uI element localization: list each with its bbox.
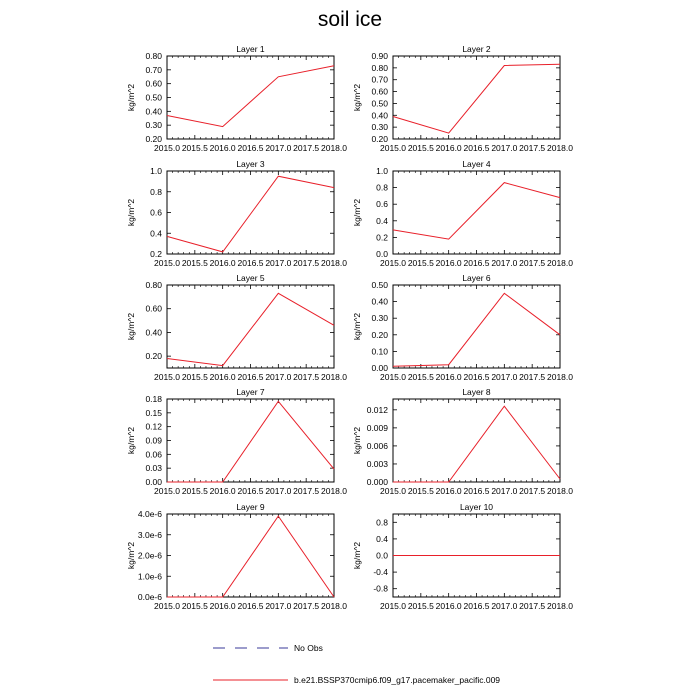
x-tick-label: 2017.5 <box>293 372 320 382</box>
x-tick-label: 2018.0 <box>321 143 347 153</box>
y-tick-label: 4.0e-6 <box>137 509 162 519</box>
plot-frame <box>167 285 334 368</box>
x-tick-label: 2016.5 <box>463 372 490 382</box>
x-tick-label: 2016.5 <box>237 601 264 611</box>
y-axis-label: kg/m^2 <box>352 426 362 455</box>
x-tick-label: 2015.0 <box>380 372 406 382</box>
x-tick-label: 2018.0 <box>547 143 573 153</box>
y-axis-label: kg/m^2 <box>126 426 136 455</box>
panel-layer-9 <box>126 502 347 611</box>
y-tick-label: 0.4 <box>376 215 388 226</box>
plot-frame <box>393 399 560 482</box>
y-tick-label: 0.50 <box>371 280 388 290</box>
x-tick-label: 2015.5 <box>181 143 208 153</box>
y-tick-label: 1.0 <box>376 166 388 176</box>
panel-layer-1 <box>126 44 347 153</box>
series-line <box>393 293 560 366</box>
panel-title: Layer 8 <box>462 387 491 397</box>
panel-title: Layer 1 <box>236 44 265 54</box>
y-axis-label: kg/m^2 <box>352 83 362 112</box>
x-tick-label: 2018.0 <box>547 372 573 382</box>
y-tick-label: 0.60 <box>145 303 162 314</box>
y-axis-label: kg/m^2 <box>126 83 136 112</box>
x-tick-label: 2017.0 <box>265 258 292 268</box>
y-tick-label: 0.20 <box>371 329 388 340</box>
x-tick-label: 2018.0 <box>321 486 347 496</box>
y-tick-label: 0.012 <box>366 404 388 415</box>
y-tick-label: 0.30 <box>145 120 162 131</box>
y-tick-label: -0.8 <box>373 583 388 594</box>
x-tick-label: 2017.5 <box>519 258 546 268</box>
x-tick-label: 2016.5 <box>463 601 490 611</box>
series-line <box>393 183 560 240</box>
x-tick-label: 2017.0 <box>491 601 518 611</box>
y-tick-label: 0.12 <box>145 421 162 432</box>
x-tick-label: 2017.5 <box>293 601 320 611</box>
x-tick-label: 2016.5 <box>237 143 264 153</box>
x-tick-label: 2016.0 <box>435 486 462 496</box>
y-tick-label: 0.70 <box>371 74 388 85</box>
x-tick-label: 2015.0 <box>154 258 180 268</box>
x-tick-label: 2016.5 <box>463 486 490 496</box>
x-tick-label: 2018.0 <box>547 258 573 268</box>
y-tick-label: 0.003 <box>366 458 388 469</box>
y-tick-label: 0.8 <box>376 517 388 528</box>
x-tick-label: 2018.0 <box>321 372 347 382</box>
series-line <box>167 293 334 365</box>
panel-title: Layer 6 <box>462 273 491 283</box>
y-tick-label: 0.18 <box>145 394 162 404</box>
x-tick-label: 2016.0 <box>435 372 462 382</box>
y-tick-label: 0.00 <box>371 363 388 373</box>
y-tick-label: -0.4 <box>373 567 388 578</box>
x-tick-label: 2017.5 <box>519 486 546 496</box>
x-tick-label: 2015.0 <box>154 143 180 153</box>
x-tick-label: 2018.0 <box>321 258 347 268</box>
y-tick-label: 0.30 <box>371 122 388 133</box>
x-tick-label: 2018.0 <box>547 486 573 496</box>
x-tick-label: 2017.0 <box>265 143 292 153</box>
y-tick-label: 0.2 <box>376 232 388 243</box>
plot-frame <box>167 399 334 482</box>
x-tick-label: 2015.5 <box>407 601 434 611</box>
series-line <box>393 406 560 482</box>
y-tick-label: 0.000 <box>366 477 388 487</box>
x-tick-label: 2016.5 <box>237 258 264 268</box>
y-axis-label: kg/m^2 <box>352 541 362 570</box>
x-tick-label: 2016.5 <box>463 143 490 153</box>
series-line <box>167 516 334 597</box>
plot-frame <box>393 171 560 254</box>
y-tick-label: 0.20 <box>371 134 388 144</box>
x-tick-label: 2017.0 <box>491 372 518 382</box>
y-tick-label: 0.0e-6 <box>137 592 162 602</box>
x-tick-label: 2015.0 <box>154 486 180 496</box>
x-tick-label: 2016.0 <box>435 258 462 268</box>
x-tick-label: 2017.0 <box>265 372 292 382</box>
series-line <box>167 401 334 482</box>
x-tick-label: 2015.5 <box>181 258 208 268</box>
figure-title: soil ice <box>317 8 383 31</box>
x-tick-label: 2015.5 <box>181 486 208 496</box>
y-tick-label: 0.50 <box>145 92 162 103</box>
x-tick-label: 2015.0 <box>380 258 406 268</box>
series-line <box>167 66 334 127</box>
y-tick-label: 0.40 <box>371 296 388 307</box>
panel-layer-4 <box>352 159 573 268</box>
y-tick-label: 0.00 <box>145 477 162 487</box>
y-tick-label: 0.90 <box>371 51 388 61</box>
panel-title: Layer 9 <box>236 502 265 512</box>
x-tick-label: 2016.0 <box>209 486 236 496</box>
x-tick-label: 2015.0 <box>380 601 406 611</box>
x-tick-label: 2015.0 <box>154 372 180 382</box>
y-tick-label: 0.0 <box>376 249 388 259</box>
y-tick-label: 1.0 <box>150 166 162 176</box>
panel-layer-7 <box>126 387 347 496</box>
y-tick-label: 0.20 <box>145 134 162 144</box>
x-tick-label: 2017.0 <box>265 601 292 611</box>
y-axis-label: kg/m^2 <box>352 198 362 227</box>
x-tick-label: 2017.5 <box>293 258 320 268</box>
y-tick-label: 0.80 <box>371 62 388 73</box>
x-tick-label: 2017.5 <box>293 486 320 496</box>
x-tick-label: 2016.0 <box>209 372 236 382</box>
x-tick-label: 2015.5 <box>407 143 434 153</box>
x-tick-label: 2015.5 <box>181 372 208 382</box>
panel-layer-10 <box>352 502 573 611</box>
y-tick-label: 0.009 <box>366 422 388 433</box>
panel-layer-3 <box>126 159 347 268</box>
y-axis-label: kg/m^2 <box>126 541 136 570</box>
y-axis-label: kg/m^2 <box>352 312 362 341</box>
y-tick-label: 0.60 <box>145 78 162 89</box>
x-tick-label: 2015.5 <box>407 486 434 496</box>
y-tick-label: 0.40 <box>371 110 388 121</box>
x-tick-label: 2017.5 <box>519 143 546 153</box>
x-tick-label: 2016.5 <box>237 486 264 496</box>
x-tick-label: 2017.5 <box>293 143 320 153</box>
x-tick-label: 2016.0 <box>209 143 236 153</box>
panel-layer-2 <box>352 44 573 153</box>
y-axis-label: kg/m^2 <box>126 312 136 341</box>
x-tick-label: 2015.0 <box>380 143 406 153</box>
y-tick-label: 0.006 <box>366 440 388 451</box>
panel-layer-8 <box>352 387 573 496</box>
y-axis-label: kg/m^2 <box>126 198 136 227</box>
y-tick-label: 0.8 <box>150 186 162 197</box>
legend <box>213 643 500 685</box>
y-tick-label: 0.4 <box>150 228 162 239</box>
x-tick-label: 2017.0 <box>491 486 518 496</box>
y-tick-label: 0.30 <box>371 313 388 324</box>
series-line <box>393 64 560 133</box>
y-tick-label: 0.80 <box>145 280 162 290</box>
y-tick-label: 0.10 <box>371 346 388 357</box>
y-tick-label: 0.09 <box>145 435 162 446</box>
x-tick-label: 2015.0 <box>154 601 180 611</box>
y-tick-label: 0.15 <box>145 407 162 418</box>
y-tick-label: 3.0e-6 <box>137 529 162 540</box>
y-tick-label: 0.2 <box>150 249 162 259</box>
legend-model-label: b.e21.BSSP370cmip6.f09_g17.pacemaker_pacific.009 <box>294 675 501 685</box>
x-tick-label: 2017.0 <box>491 258 518 268</box>
plot-frame <box>167 514 334 597</box>
x-tick-label: 2018.0 <box>321 601 347 611</box>
panel-title: Layer 4 <box>462 159 491 169</box>
x-tick-label: 2015.5 <box>407 372 434 382</box>
y-tick-label: 2.0e-6 <box>137 550 162 561</box>
y-tick-label: 1.0e-6 <box>137 571 162 582</box>
plot-frame <box>393 56 560 139</box>
y-tick-label: 0.4 <box>376 533 388 544</box>
panel-title: Layer 10 <box>459 502 494 512</box>
panel-layer-6 <box>352 273 573 382</box>
panel-title: Layer 3 <box>236 159 265 169</box>
y-tick-label: 0.03 <box>145 463 162 474</box>
y-tick-label: 0.70 <box>145 64 162 75</box>
x-tick-label: 2017.0 <box>265 486 292 496</box>
y-tick-label: 0.06 <box>145 449 162 460</box>
x-tick-label: 2016.0 <box>209 258 236 268</box>
legend-no-obs-label: No Obs <box>294 643 323 653</box>
panel-layer-5 <box>126 273 347 382</box>
y-tick-label: 0.80 <box>145 51 162 61</box>
x-tick-label: 2016.0 <box>435 601 462 611</box>
x-tick-label: 2016.5 <box>237 372 264 382</box>
y-tick-label: 0.6 <box>150 207 162 218</box>
y-tick-label: 0.40 <box>145 106 162 117</box>
plot-frame <box>393 285 560 368</box>
x-tick-label: 2016.0 <box>209 601 236 611</box>
panel-title: Layer 5 <box>236 273 265 283</box>
y-tick-label: 0.8 <box>376 182 388 193</box>
x-tick-label: 2016.0 <box>435 143 462 153</box>
series-line <box>167 176 334 252</box>
y-tick-label: 0.6 <box>376 199 388 210</box>
x-tick-label: 2017.5 <box>519 601 546 611</box>
y-tick-label: 0.40 <box>145 327 162 338</box>
y-tick-label: 0.0 <box>376 550 388 561</box>
x-tick-label: 2017.0 <box>491 143 518 153</box>
panel-title: Layer 2 <box>462 44 491 54</box>
y-tick-label: 0.60 <box>371 86 388 97</box>
y-tick-label: 0.20 <box>145 351 162 362</box>
x-tick-label: 2016.5 <box>463 258 490 268</box>
plot-frame <box>167 171 334 254</box>
y-tick-label: 0.50 <box>371 98 388 109</box>
x-tick-label: 2015.5 <box>181 601 208 611</box>
x-tick-label: 2015.0 <box>380 486 406 496</box>
x-tick-label: 2015.5 <box>407 258 434 268</box>
plot-frame <box>167 56 334 139</box>
panel-title: Layer 7 <box>236 387 265 397</box>
x-tick-label: 2018.0 <box>547 601 573 611</box>
x-tick-label: 2017.5 <box>519 372 546 382</box>
